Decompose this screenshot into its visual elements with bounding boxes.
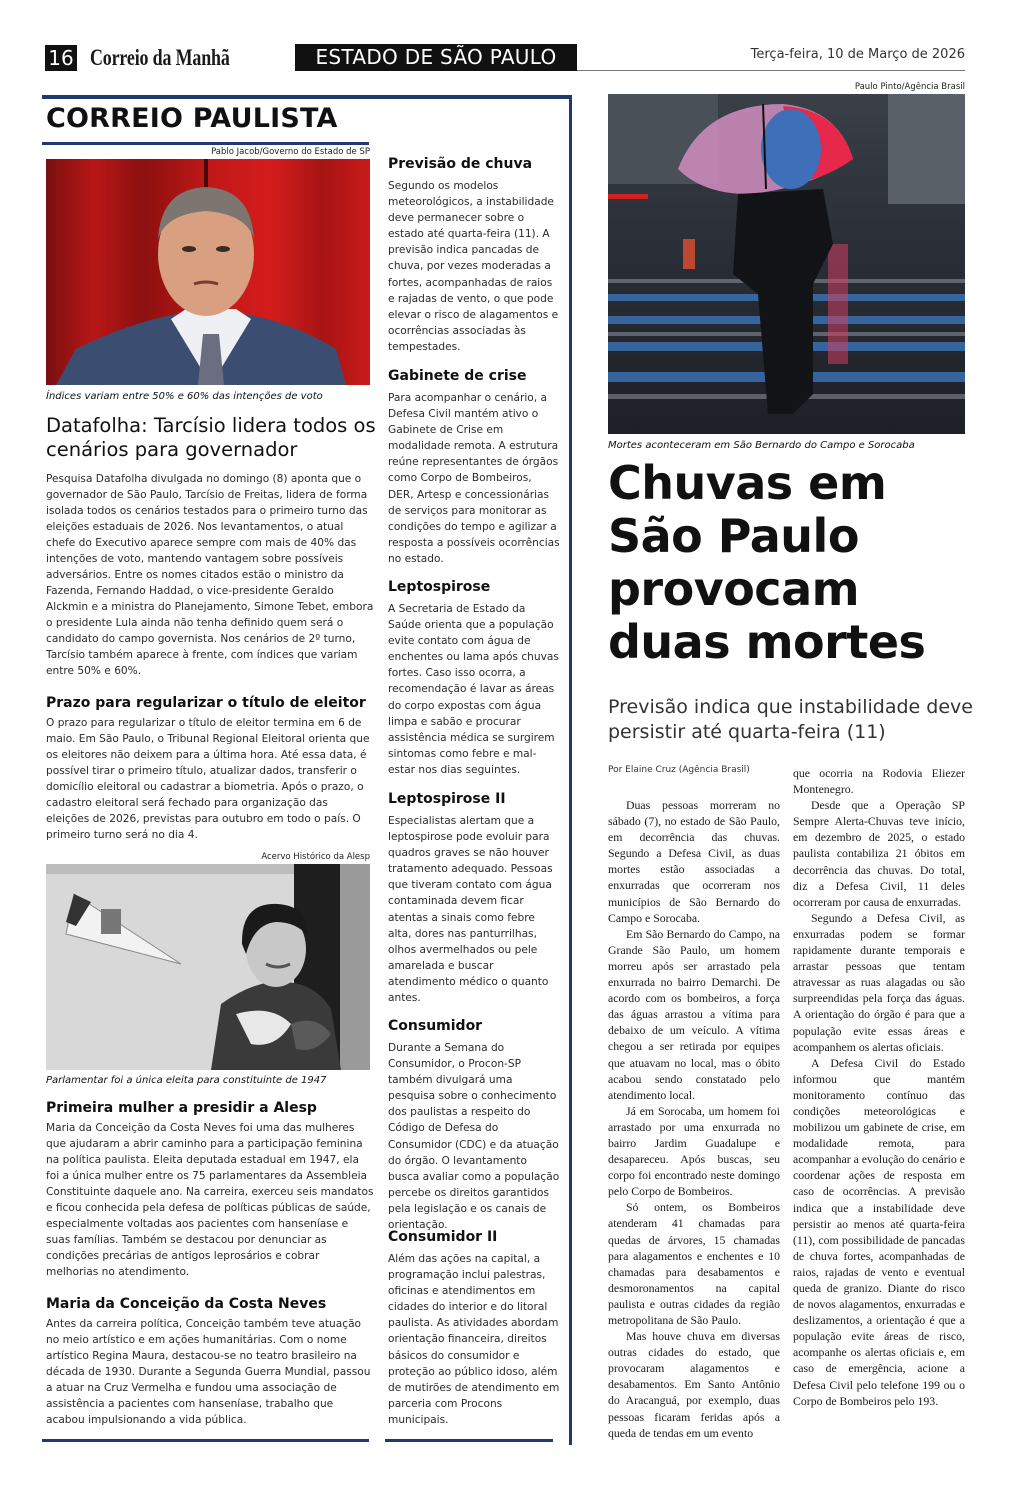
page-number: 16 <box>45 45 77 71</box>
brief-body: Para acompanhar o cenário, a Defesa Civil mantém ativo o Gabinete de Crise em modalidade remota. A estrutura reúne representantes de órgãos como Corpo de Bombeiros, DER, Artesp e concessionárias de serviços para monitorar as condições do tempo e agilizar a resposta a possíveis ocorrências no estado. <box>388 392 560 565</box>
brief-headline: Leptospirose II <box>388 791 506 807</box>
photo-caption: Mortes aconteceram em São Bernardo do Campo e Sorocaba <box>608 440 915 451</box>
article-paragraph: Só ontem, os Bombeiros atenderam 41 chamadas para quedas de árvores, 15 chamadas para alagamentos e enchentes e 10 chamadas para desabamentos e desmoronamentos na capital paulista e outras cidades da região metropolitana de São Paulo. <box>608 1200 780 1327</box>
box-bottom-rule-left <box>42 1439 369 1442</box>
photo-caption: Índices variam entre 50% e 60% das intenções de voto <box>46 391 323 402</box>
archive-photo-icon <box>46 864 370 1070</box>
article-column-1 <box>608 797 780 1441</box>
story-body: Antes da carreira política, Conceição também teve atuação no meio artístico e em ações humanitárias. Com o nome artístico Regina Maura, destacou-se no teatro brasileiro na década de 1930. Durante a Segunda Guerra Mundial, passou a atuar na Cruz Vermelha e fundou uma associação de assistência a pacientes com hanseníase, trabalho que acabou impulsionando a vida pública. <box>46 1318 371 1426</box>
photo-caption: Parlamentar foi a única eleita para constituinte de 1947 <box>46 1075 327 1086</box>
photo-credit: Pablo Jacob/Governo do Estado de SP <box>211 147 370 157</box>
brief-body: A Secretaria de Estado da Saúde orienta que a população evite contato com água de enchentes ou lama após chuvas fortes. Caso isso ocorra, a recomendação é lavar as áreas do corpo expostas com água limpa e sabão e procurar assistência médica se surgirem sintomas como febre e mal-estar nos dias seguintes. <box>388 603 559 776</box>
story-body: Maria da Conceição da Costa Neves foi uma das mulheres que ajudaram a abrir caminho para a participação feminina na política paulista. Eleita deputada estadual em 1947, ela foi a única mulher entre os 75 parlamentares da Assembleia Constituinte daquele ano. Na carreira, exerceu seis mandatos e ficou conhecida pela defesa de políticas públicas de saúde, especialmente voltadas aos pacientes com hanseníase e suas famílias. Também se destacou por denunciar as condições precárias de antigos leprosários e cobrar melhorias no atendimento. <box>46 1122 374 1278</box>
brief-body: Além das ações na capital, a programação inclui palestras, oficinas e atendimentos em cidades do interior e do litoral paulista. As atividades abordam orientação financeira, direitos básicos do consumidor e proteção ao público idoso, além de mutirões de atendimento em parceria com Procons municipais. <box>388 1253 560 1426</box>
issue-date: Terça-feira, 10 de Março de 2026 <box>750 47 965 62</box>
brief-headline: Consumidor <box>388 1018 483 1034</box>
photo-credit: Acervo Histórico da Alesp <box>261 852 370 862</box>
article-paragraph: Duas pessoas morreram no sábado (7), no estado de São Paulo, em decorrência das chuvas. Segundo a Defesa Civil, as duas mortes estão associadas a enxurradas que ocorreram nos municípios de São Bernardo do Campo e Sorocaba. <box>608 798 780 925</box>
column-title: CORREIO PAULISTA <box>46 103 338 134</box>
article-paragraph: Mas houve chuva em diversas outras cidades do estado, que provocaram alagamentos e desabamentos. Em Santo Antônio do Aracanguá, por exemplo, duas pessoas ficaram feridas após a queda de tendas em um evento <box>608 1329 780 1440</box>
story-body: O prazo para regularizar o título de eleitor termina em 6 de maio. Em São Paulo, o Tribunal Regional Eleitoral orienta que os eleitores não deixem para a última hora. Até essa data, é possível tirar o primeiro título, atualizar dados, transferir o domicílio eleitoral ou cadastrar a biometria. Após o prazo, o cadastro eleitoral será fechado para organização das eleições de 2026, previstas para outubro em todo o país. O primeiro turno será no dia 4. <box>46 717 370 841</box>
header-rule <box>577 70 965 71</box>
section-tag: ESTADO DE SÃO PAULO <box>295 44 577 71</box>
article-byline: Por Elaine Cruz (Agência Brasil) <box>608 765 750 775</box>
story-body: Pesquisa Datafolha divulgada no domingo (8) aponta que o governador de São Paulo, Tarcísio de Freitas, lidera de forma isolada todos os cenários testados para o primeiro turno das eleições estaduais de 2026. Nos levantamentos, o atual chefe do Executivo aparece sempre com mais de 40% das intenções de voto, mantendo vantagem sobre possíveis adversários. Entre os nomes citados estão o ministro da Fazenda, Fernando Haddad, o vice-presidente Geraldo Alckmin e a ministra do Planejamento, Simone Tebet, embora o presidente Lula ainda não tenha definido quem será o candidato do campo governista. Nos cenários de 2º turno, Tarcísio também aparece à frente, com índices que variam entre 50% e 60%. <box>46 473 374 677</box>
article-paragraph: Em São Bernardo do Campo, na Grande São Paulo, um homem morreu após ser arrastado pela enxurrada no bairro Demarchi. De acordo com os bombeiros, a força das águas arrastou a vítima para debaixo de um veículo. A vítima chegou a ser retirada por equipes que atuavam no local, mas o óbito acabou sendo constatado pelo atendimento local. <box>608 926 780 1102</box>
main-headline: Chuvas em São Paulo provocam duas mortes <box>608 456 926 669</box>
article-deck: Previsão indica que instabilidade deve persistir até quarta-feira (11) <box>608 696 973 743</box>
brief-body: Segundo os modelos meteorológicos, a instabilidade deve permanecer sobre o estado até quarta-feira (11). A previsão indica pancadas de chuva, por vezes moderadas a fortes, acompanhadas de raios e rajadas de vento, o que pode elevar o risco de alagamentos e ocorrências associadas às tempestades. <box>388 180 559 353</box>
article-paragraph: A Defesa Civil do Estado informou que mantém monitoramento contínuo das condições meteorológicas e mobilizou um gabinete de crise, em modalidade remota, para acompanhar a evolução do cenário e coordenar ações de resposta em caso de ocorrências. A previsão indica que a instabilidade deve persistir ao menos até quarta-feira (11), com possibilidade de pancadas de chuva fortes, acompanhadas de raios, rajadas de vento e eventual queda de granizo. Diante do risco de novos alagamentos, enxurradas e deslizamentos, a orientação é que a população evite áreas de risco, acompanhe os alertas oficiais e, em caso de emergência, acione a Defesa Civil pelo telefone 199 ou o Corpo de Bombeiros pelo 193. <box>793 1055 965 1408</box>
brief-body: Especialistas alertam que a leptospirose pode evoluir para quadros graves se não houver tratamento adequado. Pessoas que tiveram contato com água contaminada devem ficar atentas a sinais como febre alta, dores nas panturrilhas, olhos avermelhados ou pele amarelada e buscar atendimento médico o quanto antes. <box>388 815 553 1005</box>
brief-headline: Consumidor II <box>388 1229 498 1245</box>
newspaper-brand: Correio da Manhã <box>90 45 230 70</box>
brief-headline: Gabinete de crise <box>388 368 527 384</box>
box-top-border <box>42 95 572 99</box>
article-paragraph: Desde que a Operação SP Sempre Alerta-Chuvas teve início, em dezembro de 2025, o estado paulista contabiliza 21 óbitos em decorrência das chuvas. Do total, diz a Defesa Civil, 11 deles ocorreram por causa de enxurradas. <box>793 798 965 909</box>
story-headline: Prazo para regularizar o título de eleitor <box>46 695 366 711</box>
brief-body: Durante a Semana do Consumidor, o Procon-SP também divulgará uma pesquisa sobre o conhecimento dos paulistas a respeito do Código de Defesa do Consumidor (CDC) e da atuação do órgão. O levantamento busca avaliar como a população percebe os direitos garantidos pela legislação e os canais de orientação. <box>388 1042 560 1232</box>
article-paragraph: Já em Sorocaba, um homem foi arrastado por uma enxurrada no bairro Jardim Guadalupe e desapareceu. Após buscas, seu corpo foi encontrado neste domingo pelo Corpo de Bombeiros. <box>608 1103 780 1199</box>
box-bottom-rule-mid <box>385 1439 553 1442</box>
article-paragraph: que ocorria na Rodovia Eliezer Montenegro. <box>793 766 965 797</box>
photo-credit: Paulo Pinto/Agência Brasil <box>854 82 965 92</box>
article-paragraph: Segundo a Defesa Civil, as enxurradas podem se formar rapidamente durante temporais e arrastar pessoas que tentam atravessar as ruas alagadas ou são surpreendidas pela força das águas. A orientação do órgão é para que a população evite essas áreas e acompanhem os alertas oficiais. <box>793 910 965 1054</box>
brief-headline: Previsão de chuva <box>388 156 533 172</box>
portrait-photo-icon <box>46 159 370 385</box>
story-headline: Primeira mulher a presidir a Alesp <box>46 1100 317 1116</box>
title-rule <box>42 142 369 145</box>
story-headline: Maria da Conceição da Costa Neves <box>46 1296 327 1312</box>
brief-headline: Leptospirose <box>388 579 491 595</box>
box-right-border <box>569 95 572 1445</box>
article-column-2 <box>793 765 965 1409</box>
story-headline: Datafolha: Tarcísio lidera todos os cenários para governador <box>46 414 376 461</box>
rain-umbrella-photo-icon <box>608 94 965 434</box>
